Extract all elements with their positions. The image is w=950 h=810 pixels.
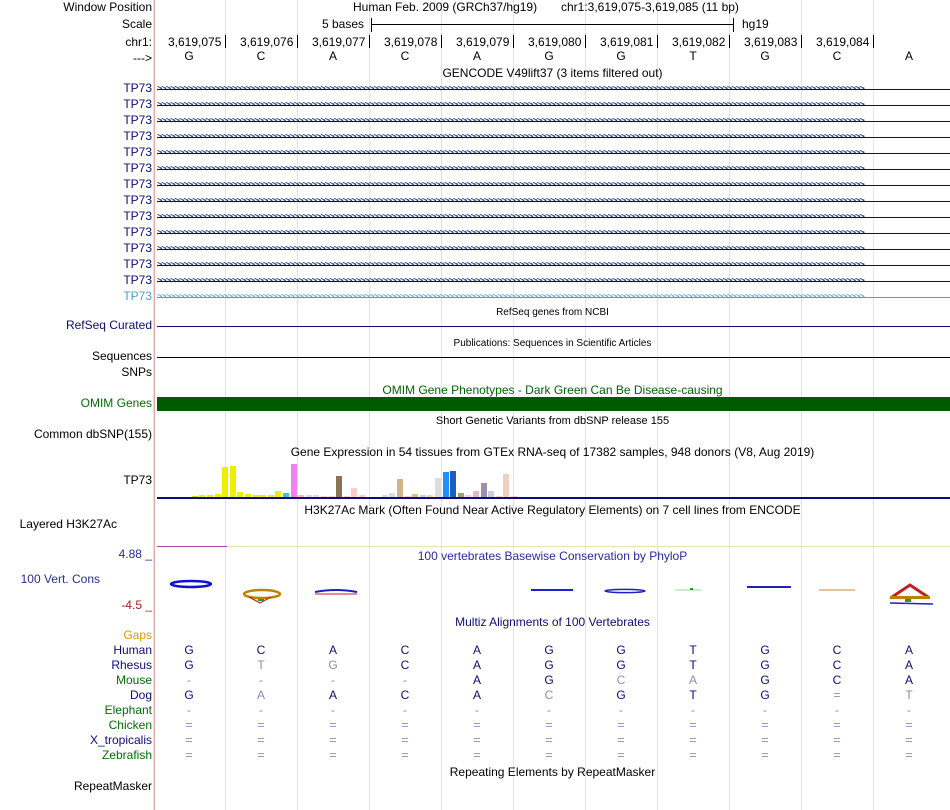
gtex-tissue-bar[interactable] (291, 464, 297, 498)
alignment-base: - (331, 673, 335, 687)
repeatmasker-title: Repeating Elements by RepeatMasker (449, 765, 656, 779)
alignment-base: = (833, 748, 841, 762)
alignment-base: - (187, 673, 191, 687)
base-letter: T (689, 49, 697, 63)
gtex-tissue-bar[interactable] (481, 483, 487, 498)
strand-chevrons: >>>>>>>>>>>>>>>>>>>>>>>>>>>>>>>>>>>>>>>>>>>>>>>>>>>>>>>>>>>>>>>>>>>>>>>>>>>>>>>>>>>>>>>>>>>>>>>>>>>>>>>>>>>>>>>>>>>>>>>>>>>>>>>>>>>>>>>>>>>>>>>>>>>>>>>>>>>>>>>> (157, 292, 864, 302)
scale-text: 5 bases (322, 17, 365, 31)
strand-chevrons: >>>>>>>>>>>>>>>>>>>>>>>>>>>>>>>>>>>>>>>>>>>>>>>>>>>>>>>>>>>>>>>>>>>>>>>>>>>>>>>>>>>>>>>>>>>>>>>>>>>>>>>>>>>>>>>>>>>>>>>>>>>>>>>>>>>>>>>>>>>>>>>>>>>>>>>>>>>>>>>> (157, 148, 864, 158)
alignment-base: - (835, 703, 839, 717)
gencode-transcript[interactable] (157, 194, 950, 208)
scale-bar-left (371, 18, 372, 32)
alignment-base: G (616, 688, 626, 702)
alignment-base: C (832, 673, 842, 687)
alignment-base: G (184, 658, 194, 672)
alignment-base: A (472, 643, 481, 657)
chrom-label: chr1: (125, 35, 152, 49)
gencode-transcript[interactable] (157, 82, 950, 96)
alignment-base: = (761, 748, 769, 762)
gencode-transcript-label[interactable]: TP73 (123, 225, 152, 239)
alignment-base: = (761, 733, 769, 747)
species-label[interactable]: X_tropicalis (89, 733, 152, 747)
gencode-transcript[interactable] (157, 258, 950, 272)
gencode-transcript[interactable] (157, 98, 950, 112)
gtex-tissue-bar[interactable] (336, 476, 342, 498)
alignment-base: C (256, 643, 266, 657)
gencode-transcript[interactable] (157, 226, 950, 240)
refseq-label[interactable]: RefSeq Curated (65, 318, 152, 332)
alignment-base: = (473, 733, 481, 747)
gencode-transcript[interactable] (157, 274, 950, 288)
alignment-base: = (617, 733, 625, 747)
alignment-base: G (760, 658, 770, 672)
alignment-base: G (544, 643, 554, 657)
gencode-transcript-label[interactable]: TP73 (123, 97, 152, 111)
species-label[interactable]: Human (113, 643, 152, 657)
alignment-base: = (833, 733, 841, 747)
coordinate-label: 3,619,075 (168, 35, 222, 49)
omim-label[interactable]: OMIM Genes (80, 396, 152, 410)
alignment-base: A (472, 658, 481, 672)
species-label[interactable]: Mouse (115, 673, 152, 687)
base-letter: C (832, 49, 842, 63)
assembly-title: Human Feb. 2009 (GRCh37/hg19) (353, 0, 538, 14)
alignment-base: A (472, 688, 481, 702)
phylop-min-label: -4.5 _ (121, 598, 152, 612)
gencode-transcript-label[interactable]: TP73 (123, 145, 152, 159)
alignment-base: C (544, 688, 554, 702)
alignment-base: = (905, 733, 913, 747)
multiz-title: Multiz Alignments of 100 Vertebrates (455, 615, 650, 629)
alignment-base: - (187, 703, 191, 717)
coordinate-tick (225, 35, 226, 48)
alignment-base: = (617, 748, 625, 762)
dbsnp-label[interactable]: Common dbSNP(155) (33, 427, 152, 441)
alignment-base: G (184, 643, 194, 657)
coordinate-label: 3,619,076 (240, 35, 294, 49)
gencode-transcript-label[interactable]: TP73 (123, 161, 152, 175)
alignment-base: - (259, 673, 263, 687)
track-image[interactable] (155, 0, 950, 810)
refseq-gene-line[interactable] (157, 326, 950, 327)
coordinate-label: 3,619,081 (600, 35, 654, 49)
alignment-base: T (689, 688, 697, 702)
coordinate-label: 3,619,080 (528, 35, 582, 49)
alignment-base: = (689, 748, 697, 762)
strand-chevrons: >>>>>>>>>>>>>>>>>>>>>>>>>>>>>>>>>>>>>>>>>>>>>>>>>>>>>>>>>>>>>>>>>>>>>>>>>>>>>>>>>>>>>>>>>>>>>>>>>>>>>>>>>>>>>>>>>>>>>>>>>>>>>>>>>>>>>>>>>>>>>>>>>>>>>>>>>>>>>>>> (157, 100, 864, 110)
gtex-title: Gene Expression in 54 tissues from GTEx RNA-seq of 17382 samples, 948 donors (V8, Aug 2019) (290, 445, 815, 459)
coordinate-tick (873, 35, 874, 48)
coordinate-tick (801, 35, 802, 48)
strand-chevrons: >>>>>>>>>>>>>>>>>>>>>>>>>>>>>>>>>>>>>>>>>>>>>>>>>>>>>>>>>>>>>>>>>>>>>>>>>>>>>>>>>>>>>>>>>>>>>>>>>>>>>>>>>>>>>>>>>>>>>>>>>>>>>>>>>>>>>>>>>>>>>>>>>>>>>>>>>>>>>>>> (157, 212, 864, 222)
coordinate-tick (297, 35, 298, 48)
coordinate-tick (513, 35, 514, 48)
alignment-base: A (472, 673, 481, 687)
gtex-tissue-bar[interactable] (450, 471, 456, 498)
phylop-max-label: 4.88 _ (118, 547, 152, 561)
repeatmasker-label[interactable]: RepeatMasker (73, 779, 152, 793)
species-label[interactable]: Rhesus (111, 658, 152, 672)
species-label[interactable]: Zebrafish (101, 748, 152, 762)
alignment-base: = (545, 718, 553, 732)
coordinate-label: 3,619,077 (312, 35, 366, 49)
alignment-base: - (403, 673, 407, 687)
gencode-transcript-label[interactable]: TP73 (123, 193, 152, 207)
strand-chevrons: >>>>>>>>>>>>>>>>>>>>>>>>>>>>>>>>>>>>>>>>>>>>>>>>>>>>>>>>>>>>>>>>>>>>>>>>>>>>>>>>>>>>>>>>>>>>>>>>>>>>>>>>>>>>>>>>>>>>>>>>>>>>>>>>>>>>>>>>>>>>>>>>>>>>>>>>>>>>>>>> (157, 116, 864, 126)
alignment-base: T (689, 643, 697, 657)
species-label[interactable]: Elephant (104, 703, 152, 717)
alignment-base: = (401, 718, 409, 732)
alignment-base: = (689, 718, 697, 732)
phylop-logo-letter-5 (605, 589, 645, 592)
coordinate-tick (729, 35, 730, 48)
position-title: chr1:3,619,075-3,619,085 (11 bp) (561, 0, 739, 14)
strand-chevrons: >>>>>>>>>>>>>>>>>>>>>>>>>>>>>>>>>>>>>>>>>>>>>>>>>>>>>>>>>>>>>>>>>>>>>>>>>>>>>>>>>>>>>>>>>>>>>>>>>>>>>>>>>>>>>>>>>>>>>>>>>>>>>>>>>>>>>>>>>>>>>>>>>>>>>>>>>>>>>>>> (157, 196, 864, 206)
alignment-base: = (473, 718, 481, 732)
gencode-transcript[interactable] (157, 130, 950, 144)
gencode-transcript[interactable] (157, 162, 950, 176)
alignment-base: G (544, 658, 554, 672)
alignment-base: G (616, 658, 626, 672)
alignment-base: A (256, 688, 265, 702)
base-letter: G (544, 49, 554, 63)
alignment-base: = (329, 748, 337, 762)
phylop-logo-letter-2 (244, 590, 280, 603)
alignment-base: = (905, 748, 913, 762)
gencode-title: GENCODE V49lift37 (3 items filtered out) (442, 66, 663, 80)
alignment-base: = (185, 718, 193, 732)
strand-chevrons: >>>>>>>>>>>>>>>>>>>>>>>>>>>>>>>>>>>>>>>>>>>>>>>>>>>>>>>>>>>>>>>>>>>>>>>>>>>>>>>>>>>>>>>>>>>>>>>>>>>>>>>>>>>>>>>>>>>>>>>>>>>>>>>>>>>>>>>>>>>>>>>>>>>>>>>>>>>>>>>> (157, 132, 864, 142)
gencode-transcript-label[interactable]: TP73 (123, 257, 152, 271)
gtex-tissue-bar[interactable] (230, 466, 236, 498)
base-letter: C (400, 49, 410, 63)
alignment-base: - (763, 703, 767, 717)
alignment-base: = (833, 718, 841, 732)
alignment-base: = (473, 748, 481, 762)
alignment-base: = (833, 688, 841, 702)
scale-label: Scale (121, 17, 152, 31)
gtex-tissue-bar[interactable] (397, 479, 403, 498)
gencode-transcript[interactable] (157, 114, 950, 128)
gencode-transcript[interactable] (157, 290, 950, 304)
sequences-title: Publications: Sequences in Scientific Articles (453, 338, 652, 349)
alignment-base: A (688, 673, 697, 687)
alignment-base: - (619, 703, 623, 717)
alignment-base: G (184, 688, 194, 702)
base-letter: G (184, 49, 194, 63)
alignment-base: G (760, 688, 770, 702)
omim-title: OMIM Gene Phenotypes - Dark Green Can Be Disease-causing (382, 383, 723, 397)
coordinate-label: 3,619,082 (672, 35, 726, 49)
alignment-base: G (328, 658, 338, 672)
alignment-base: - (259, 703, 263, 717)
coordinate-tick (441, 35, 442, 48)
coordinate-tick (657, 35, 658, 48)
alignment-base: = (329, 733, 337, 747)
alignment-base: A (904, 658, 913, 672)
gencode-transcript[interactable] (157, 210, 950, 224)
phylop-logo[interactable] (155, 575, 950, 610)
scale-bar-right (733, 18, 734, 32)
coordinate-label: 3,619,084 (816, 35, 870, 49)
base-letter: A (904, 49, 913, 63)
alignment-base: = (257, 733, 265, 747)
gtex-baseline (157, 497, 950, 499)
alignment-base: = (545, 748, 553, 762)
alignment-base: G (760, 643, 770, 657)
alignment-base: - (403, 703, 407, 717)
sequences-line[interactable] (157, 357, 950, 358)
phylop-label[interactable]: 100 Vert. Cons (20, 572, 100, 586)
strand-chevrons: >>>>>>>>>>>>>>>>>>>>>>>>>>>>>>>>>>>>>>>>>>>>>>>>>>>>>>>>>>>>>>>>>>>>>>>>>>>>>>>>>>>>>>>>>>>>>>>>>>>>>>>>>>>>>>>>>>>>>>>>>>>>>>>>>>>>>>>>>>>>>>>>>>>>>>>>>>>>>>>> (157, 180, 864, 190)
alignment-base: C (616, 673, 626, 687)
snps-label[interactable]: SNPs (121, 365, 152, 379)
alignment-base: - (691, 703, 695, 717)
phylop-logo-letter-9 (890, 585, 933, 604)
gencode-transcript-label[interactable]: TP73 (123, 273, 152, 287)
gencode-transcript[interactable] (157, 178, 950, 192)
alignment-base: T (689, 658, 697, 672)
gencode-transcript-label[interactable]: TP73 (123, 289, 152, 303)
alignment-base: = (401, 733, 409, 747)
strand-label: ---> (133, 51, 152, 65)
alignment-base: T (905, 688, 913, 702)
alignment-base: = (545, 733, 553, 747)
strand-chevrons: >>>>>>>>>>>>>>>>>>>>>>>>>>>>>>>>>>>>>>>>>>>>>>>>>>>>>>>>>>>>>>>>>>>>>>>>>>>>>>>>>>>>>>>>>>>>>>>>>>>>>>>>>>>>>>>>>>>>>>>>>>>>>>>>>>>>>>>>>>>>>>>>>>>>>>>>>>>>>>>> (157, 228, 864, 238)
gencode-transcript-label[interactable]: TP73 (123, 129, 152, 143)
gencode-transcript-label[interactable]: TP73 (123, 113, 152, 127)
alignment-base: = (257, 718, 265, 732)
strand-chevrons: >>>>>>>>>>>>>>>>>>>>>>>>>>>>>>>>>>>>>>>>>>>>>>>>>>>>>>>>>>>>>>>>>>>>>>>>>>>>>>>>>>>>>>>>>>>>>>>>>>>>>>>>>>>>>>>>>>>>>>>>>>>>>>>>>>>>>>>>>>>>>>>>>>>>>>>>>>>>>>>> (157, 164, 864, 174)
omim-feature-bar[interactable] (157, 397, 950, 411)
alignment-base: = (401, 748, 409, 762)
gencode-transcript[interactable] (157, 242, 950, 256)
alignment-base: A (904, 643, 913, 657)
h3k27ac-signal-b (227, 546, 950, 547)
base-letter: G (616, 49, 626, 63)
coordinate-tick (585, 35, 586, 48)
coordinate-label: 3,619,079 (456, 35, 510, 49)
refseq-title: RefSeq genes from NCBI (496, 307, 609, 318)
alignment-base: = (185, 748, 193, 762)
alignment-base: A (328, 688, 337, 702)
alignment-base: = (617, 718, 625, 732)
alignment-base: = (905, 718, 913, 732)
gencode-transcript-label[interactable]: TP73 (123, 177, 152, 191)
gtex-tissue-bar[interactable] (435, 478, 441, 498)
alignment-base: G (760, 673, 770, 687)
alignment-base: - (907, 703, 911, 717)
phylop-logo-letter-3 (315, 590, 357, 594)
dbsnp-title: Short Genetic Variants from dbSNP release 155 (435, 415, 670, 427)
alignment-base: = (329, 718, 337, 732)
base-letter: G (760, 49, 770, 63)
h3k27ac-title: H3K27Ac Mark (Often Found Near Active Regulatory Elements) on 7 cell lines from ENCODE (304, 503, 801, 517)
alignment-base: A (328, 643, 337, 657)
strand-chevrons: >>>>>>>>>>>>>>>>>>>>>>>>>>>>>>>>>>>>>>>>>>>>>>>>>>>>>>>>>>>>>>>>>>>>>>>>>>>>>>>>>>>>>>>>>>>>>>>>>>>>>>>>>>>>>>>>>>>>>>>>>>>>>>>>>>>>>>>>>>>>>>>>>>>>>>>>>>>>>>>> (157, 84, 864, 94)
h3k27ac-label[interactable]: Layered H3K27Ac (19, 517, 117, 531)
species-label[interactable]: Dog (129, 688, 152, 702)
coordinate-tick (369, 35, 370, 48)
scale-bar (371, 24, 733, 25)
alignment-base: G (616, 643, 626, 657)
strand-chevrons: >>>>>>>>>>>>>>>>>>>>>>>>>>>>>>>>>>>>>>>>>>>>>>>>>>>>>>>>>>>>>>>>>>>>>>>>>>>>>>>>>>>>>>>>>>>>>>>>>>>>>>>>>>>>>>>>>>>>>>>>>>>>>>>>>>>>>>>>>>>>>>>>>>>>>>>>>>>>>>>> (157, 244, 864, 254)
alignment-base: A (904, 673, 913, 687)
alignment-base: T (257, 658, 265, 672)
alignment-base: C (400, 688, 410, 702)
alignment-base: C (832, 643, 842, 657)
phylop-logo-letter-6 (675, 589, 701, 590)
strand-chevrons: >>>>>>>>>>>>>>>>>>>>>>>>>>>>>>>>>>>>>>>>>>>>>>>>>>>>>>>>>>>>>>>>>>>>>>>>>>>>>>>>>>>>>>>>>>>>>>>>>>>>>>>>>>>>>>>>>>>>>>>>>>>>>>>>>>>>>>>>>>>>>>>>>>>>>>>>>>>>>>>> (157, 260, 864, 270)
alignment-base: C (400, 658, 410, 672)
alignment-base: - (331, 703, 335, 717)
gtex-label[interactable]: TP73 (123, 473, 152, 487)
base-letter: A (328, 49, 337, 63)
gaps-label: Gaps (123, 628, 152, 642)
phylop-title: 100 vertebrates Basewise Conservation by PhyloP (417, 549, 688, 563)
gencode-transcript[interactable] (157, 146, 950, 160)
gtex-tissue-bar[interactable] (503, 474, 509, 498)
scale-db: hg19 (742, 17, 769, 31)
gencode-transcript-label[interactable]: TP73 (123, 81, 152, 95)
base-letter: A (472, 49, 481, 63)
coordinate-label: 3,619,083 (744, 35, 798, 49)
species-label[interactable]: Chicken (108, 718, 152, 732)
gencode-transcript-label[interactable]: TP73 (123, 241, 152, 255)
alignment-base: - (475, 703, 479, 717)
alignment-base: = (761, 718, 769, 732)
alignment-base: G (544, 673, 554, 687)
gtex-tissue-bar[interactable] (443, 472, 449, 498)
gencode-transcript-label[interactable]: TP73 (123, 209, 152, 223)
coordinate-label: 3,619,078 (384, 35, 438, 49)
alignment-base: = (689, 733, 697, 747)
alignment-base: C (400, 643, 410, 657)
alignment-base: = (185, 733, 193, 747)
alignment-base: C (832, 658, 842, 672)
alignment-base: = (257, 748, 265, 762)
grid-line (153, 0, 154, 810)
alignment-base: - (547, 703, 551, 717)
gtex-tissue-bar[interactable] (222, 467, 228, 498)
h3k27ac-signal-a (157, 546, 227, 547)
window-position-label: Window Position (63, 0, 152, 14)
strand-chevrons: >>>>>>>>>>>>>>>>>>>>>>>>>>>>>>>>>>>>>>>>>>>>>>>>>>>>>>>>>>>>>>>>>>>>>>>>>>>>>>>>>>>>>>>>>>>>>>>>>>>>>>>>>>>>>>>>>>>>>>>>>>>>>>>>>>>>>>>>>>>>>>>>>>>>>>>>>>>>>>>> (157, 276, 864, 286)
sequences-label[interactable]: Sequences (91, 349, 152, 363)
base-letter: C (256, 49, 266, 63)
gtex-bar-chart[interactable] (157, 461, 537, 498)
track-labels-column (0, 0, 154, 810)
phylop-logo-letter-1 (171, 581, 211, 587)
